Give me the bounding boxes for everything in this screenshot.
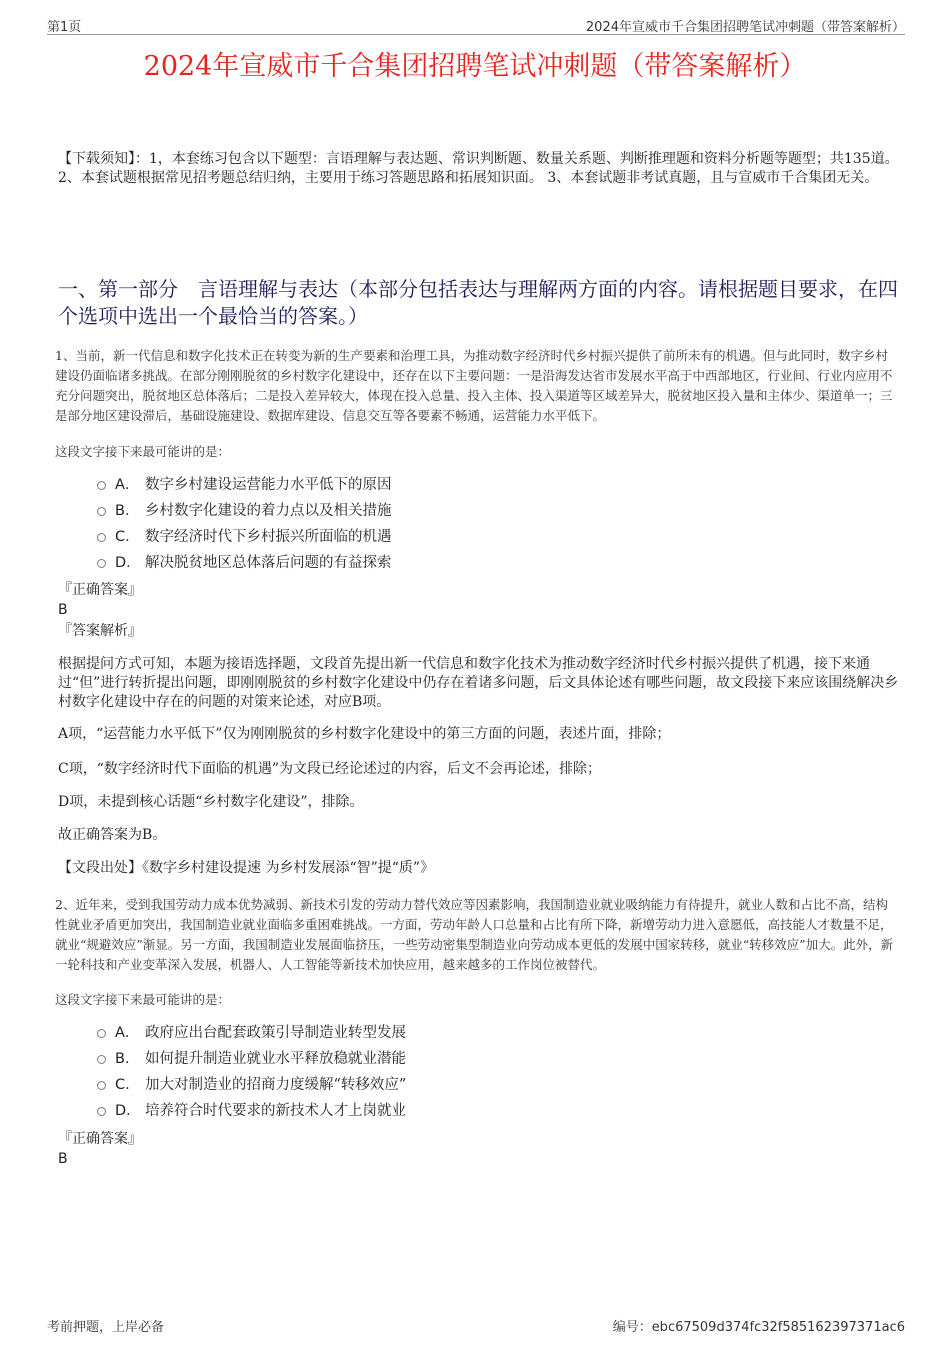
q1-passage: 1、当前，新一代信息和数字化技术正在转变为新的生产要素和治理工具，为推动数字经济时代乡村振兴提供了前所未有的机遇。但与此同时，数字乡村建设仍面临诸多挑战。在部分刚刚脱贫的乡村数字化建设中，还存在以下主要问题：一是沿海发达省市发展水平高于中西部地区，行业间、行业内应用不充分问题突出，脱贫地区总体落后；二是投入差异较大，体现在投入总量、投入主体、投入渠道等区域差异大，脱贫地区投入量和主体少、渠道单一；三是部分地区建设滞后，基础设施建设、数据库建设、信息交互等各要素不畅通，运营能力水平低下。	[55, 348, 893, 423]
download-notice: 【下载须知】：1，本套练习包含以下题型：言语理解与表达题、常识判断题、数量关系题、判断推理题和资料分析题等题型；共135道。 2、本套试题根据常见招考题总结归纳，主要用于练习答题思路和拓展知识面。 3、本套试题非考试真题，且与宣威市千合集团无关。	[58, 151, 899, 186]
q2-stem: 这段文字接下来最可能讲的是：	[55, 992, 231, 1007]
q1-analysis-1: 根据提问方式可知，本题为接语选择题，文段首先提出新一代信息和数字化技术为推动数字经济时代乡村振兴提供了机遇，接下来通过“但”进行转折提出问题，即刚刚脱贫的乡村数字化建设中仍存在着诸多问题，后文具体论述有哪些问题，故文段接下来应该围绕解决乡村数字化建设中存在的问题的对策来论述，对应B项。	[58, 656, 899, 710]
q2-option-c[interactable]: C． 加大对制造业的招商力度缓解“转移效应”	[97, 1072, 406, 1098]
q1-answer: B	[58, 602, 68, 618]
q2-passage: 2、近年来，受到我国劳动力成本优势减弱、新技术引发的劳动力替代效应等因素影响，我国制造业就业吸纳能力有待提升，就业人数和占比不高，结构性就业矛盾更加突出，我国制造业就业面临多重困难挑战。一方面，劳动年龄人口总量和占比有所下降，新增劳动力进入意愿低，高技能人才数量不足，就业“规避效应”渐显。另一方面，我国制造业发展面临挤压，一些劳动密集型制造业向劳动成本更低的发展中国家转移，就业“转移效应”加大。此外，新一轮科技和产业变革深入发展，机器人、人工智能等新技术加快应用，越来越多的工作岗位被替代。	[55, 897, 894, 972]
page-number: 第1页	[47, 20, 82, 35]
document-title: 2024年宣威市千合集团招聘笔试冲刺题（带答案解析）	[143, 51, 807, 82]
footer-slogan: 考前押题，上岸必备	[47, 1320, 165, 1335]
footer-serial: 编号：ebc67509d374fc32f585162397371ac6	[612, 1320, 905, 1335]
radio-icon[interactable]	[97, 1029, 106, 1038]
q1-source: 【文段出处】《数字乡村建设提速 为乡村发展添“智”提“质”》	[58, 860, 435, 876]
page-header	[47, 14, 905, 35]
q1-option-c[interactable]: C． 数字经济时代下乡村振兴所面临的机遇	[97, 524, 392, 550]
q1-option-a[interactable]: A． 数字乡村建设运营能力水平低下的原因	[97, 472, 392, 498]
q1-analysis-4: D项，未提到核心话题“乡村数字化建设”，排除。	[58, 794, 364, 810]
q1-option-d[interactable]: D． 解决脱贫地区总体落后问题的有益探索	[97, 550, 392, 576]
q1-analysis-2: A项，“运营能力水平低下”仅为刚刚脱贫的乡村数字化建设中的第三方面的问题，表述片面，排除；	[58, 726, 671, 742]
q1-analysis-label: 『答案解析』	[58, 623, 142, 639]
q1-analysis-3: C项，“数字经济时代下面临的机遇”为文段已经论述过的内容，后文不会再论述，排除；	[58, 761, 602, 777]
q2-answer: B	[58, 1151, 68, 1167]
section-heading: 一、第一部分 言语理解与表达（本部分包括表达与理解两方面的内容。请根据题目要求，在四个选项中选出一个最恰当的答案。）	[58, 277, 898, 328]
q1-stem: 这段文字接下来最可能讲的是：	[55, 444, 231, 459]
q1-options	[97, 472, 392, 576]
q2-option-d[interactable]: D． 培养符合时代要求的新技术人才上岗就业	[97, 1098, 406, 1124]
q2-option-b[interactable]: B． 如何提升制造业就业水平释放稳就业潜能	[97, 1046, 406, 1072]
radio-icon[interactable]	[97, 533, 106, 542]
q1-option-b[interactable]: B． 乡村数字化建设的着力点以及相关措施	[97, 498, 392, 524]
header-doc-title: 2024年宣威市千合集团招聘笔试冲刺题（带答案解析）	[585, 20, 905, 35]
radio-icon[interactable]	[97, 481, 106, 490]
q1-analysis-5: 故正确答案为B。	[58, 827, 167, 843]
radio-icon[interactable]	[97, 1055, 106, 1064]
page-footer	[47, 1316, 905, 1335]
radio-icon[interactable]	[97, 507, 106, 516]
q2-option-a[interactable]: A． 政府应出台配套政策引导制造业转型发展	[97, 1020, 406, 1046]
radio-icon[interactable]	[97, 559, 106, 568]
q2-answer-label: 『正确答案』	[58, 1131, 142, 1147]
radio-icon[interactable]	[97, 1081, 106, 1090]
q2-options	[97, 1020, 406, 1124]
q1-answer-label: 『正确答案』	[58, 582, 142, 598]
radio-icon[interactable]	[97, 1107, 106, 1116]
